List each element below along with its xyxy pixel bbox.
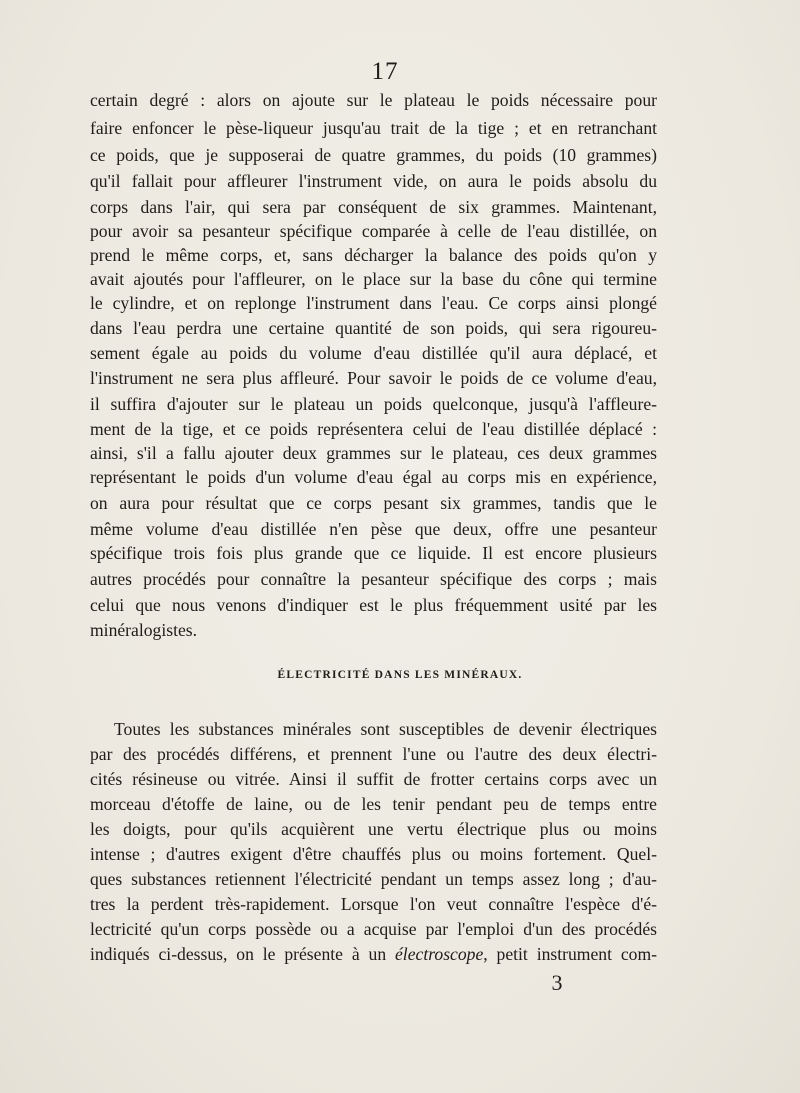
text-line: spécifique trois fois plus grande que ce liquide. Il est encore plusieurs (90, 543, 657, 563)
text-line: ainsi, s'il a fallu ajouter deux grammes sur le plateau, ces deux grammes (90, 443, 657, 463)
text-line: corps dans l'air, qui sera par conséquent de six grammes. Maintenant, (90, 197, 657, 217)
italic-term: électroscope (395, 944, 484, 964)
text-line: il suffira d'ajouter sur le plateau un poids quelconque, jusqu'à l'affleure- (90, 394, 657, 414)
text-line: ques substances retiennent l'électricité pendant un temps assez long ; d'au- (90, 869, 657, 889)
text-line: dans l'eau perdra une certaine quantité de son poids, qui sera rigoureu- (90, 318, 657, 338)
text-line (90, 942, 657, 966)
text-line: sement égale au poids du volume d'eau distillée qu'il aura déplacé, et (90, 343, 657, 363)
text-line: ment de la tige, et ce poids représentera celui de l'eau distillée déplacé : (90, 419, 657, 439)
text-line: morceau d'étoffe de laine, ou de les tenir pendant peu de temps entre (90, 794, 657, 814)
text-line: l'instrument ne sera plus affleuré. Pour savoir le poids de ce volume d'eau, (90, 368, 657, 388)
text-line: tres la perdent très-rapidement. Lorsque l'on veut connaître l'espèce d'é- (90, 894, 657, 914)
text-line: le cylindre, et on replonge l'instrument dans l'eau. Ce corps ainsi plongé (90, 293, 657, 313)
signature-mark: 3 (551, 970, 563, 995)
text-line: minéralogistes. (90, 620, 198, 640)
text-line: même volume d'eau distillée n'en pèse que deux, offre une pesanteur (90, 519, 657, 539)
text-line: qu'il fallait pour affleurer l'instrument vide, on aura le poids absolu du (90, 171, 657, 191)
page-number: 17 (371, 58, 399, 85)
text-line: autres procédés pour connaître la pesanteur spécifique des corps ; mais (90, 569, 657, 589)
text-line: les doigts, pour qu'ils acquièrent une vertu électrique plus ou moins (90, 819, 657, 839)
text-line: cités résineuse ou vitrée. Ainsi il suffit de frotter certains corps avec un (90, 769, 657, 789)
text-line: lectricité qu'un corps possède ou a acquise par l'emploi d'un des procédés (90, 919, 657, 939)
text-line: Toutes les substances minérales sont susceptibles de devenir électriques (114, 719, 657, 739)
line-text-before: indiqués ci-dessus, on le présente à un (90, 944, 395, 964)
text-line: intense ; d'autres exigent d'être chauffés plus ou moins fortement. Quel- (90, 844, 657, 864)
text-line: pour avoir sa pesanteur spécifique comparée à celle de l'eau distillée, on (90, 221, 657, 241)
text-line: certain degré : alors on ajoute sur le plateau le poids nécessaire pour (90, 90, 657, 110)
line-text-after: , petit instrument com- (483, 944, 657, 964)
text-line: celui que nous venons d'indiquer est le plus fréquemment usité par les (90, 595, 657, 615)
text-line: avait ajoutés pour l'affleurer, on le place sur la base du cône qui termine (90, 269, 657, 289)
text-line: représentant le poids d'un volume d'eau égal au corps mis en expérience, (90, 467, 657, 487)
text-line: par des procédés différens, et prennent l'une ou l'autre des deux électri- (90, 744, 657, 764)
section-heading: ÉLECTRICITÉ DANS LES MINÉRAUX. (277, 669, 523, 681)
text-line: prend le même corps, et, sans décharger la balance des poids qu'on y (90, 245, 657, 265)
text-line: on aura pour résultat que ce corps pesant six grammes, tandis que le (90, 493, 657, 513)
text-line: faire enfoncer le pèse-liqueur jusqu'au trait de la tige ; et en retranchant (90, 118, 657, 138)
text-line: ce poids, que je supposerai de quatre grammes, du poids (10 grammes) (90, 145, 657, 165)
